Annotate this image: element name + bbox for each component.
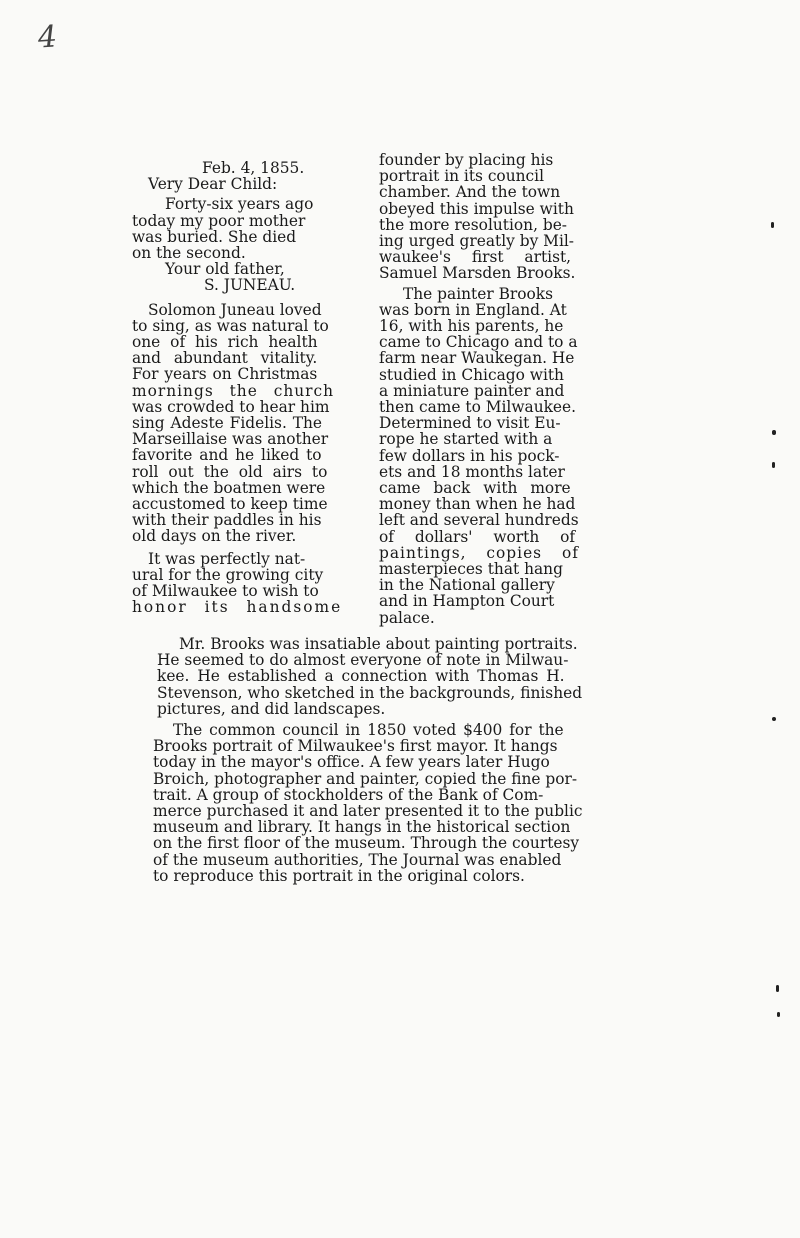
scan-speck xyxy=(772,430,776,435)
text-line: Samuel Marsden Brooks. xyxy=(379,264,576,283)
text-line: to sing, as was natural to xyxy=(132,316,329,335)
text-line: studied in Chicago with xyxy=(379,365,564,384)
letter-line: was buried. She died xyxy=(132,227,297,246)
text-line: the more resolution, be- xyxy=(379,215,568,234)
text-line: in the National gallery xyxy=(379,576,555,595)
scan-speck xyxy=(771,222,774,228)
text-line: museum and library. It hangs in the historical section xyxy=(153,818,571,837)
text-line: today in the mayor's office. A few years later Hugo xyxy=(153,753,550,772)
text-line: accustomed to keep time xyxy=(132,495,328,514)
text-line: roll out the old airs to xyxy=(132,462,328,481)
text-line: Marseillaise was another xyxy=(132,430,329,449)
text-line: mornings the church xyxy=(132,381,335,400)
text-line: chamber. And the town xyxy=(379,183,561,202)
text-line: obeyed this impulse with xyxy=(379,199,574,218)
text-line: ing urged greatly by Mil- xyxy=(379,232,574,251)
text-line: was crowded to hear him xyxy=(132,397,330,416)
text-line: paintings, copies of xyxy=(379,543,579,562)
text-line: He seemed to do almost everyone of note in Milwau- xyxy=(157,651,569,670)
text-line: For years on Christmas xyxy=(132,365,318,384)
text-line: a miniature painter and xyxy=(379,381,565,400)
paragraph-juneau-singing xyxy=(132,302,364,545)
text-line: money than when he had xyxy=(379,495,576,514)
text-line: one of his rich health xyxy=(132,333,318,352)
paragraph-portrait-council xyxy=(379,152,611,282)
text-line: few dollars in his pock- xyxy=(379,446,560,465)
paragraph-painter-brooks xyxy=(379,286,611,626)
text-line: on the first floor of the museum. Through the courtesy xyxy=(153,834,580,853)
paragraph-honor-founder xyxy=(132,551,364,616)
text-line: trait. A group of stockholders of the Bank of Com- xyxy=(153,785,544,804)
text-line: and in Hampton Court xyxy=(379,592,555,611)
left-column xyxy=(132,160,364,615)
text-line: merce purchased it and later presented it to the public xyxy=(153,802,583,821)
letter-salutation: Very Dear Child: xyxy=(148,175,278,194)
text-line: of the museum authorities, The Journal was enabled xyxy=(153,850,562,869)
text-line: pictures, and did landscapes. xyxy=(157,699,386,718)
text-line: founder by placing his xyxy=(379,151,554,169)
letter-line: Forty-six years ago xyxy=(165,195,314,214)
text-line: of Milwaukee to wish to xyxy=(132,582,319,601)
text-line: which the boatmen were xyxy=(132,478,326,497)
scan-speck xyxy=(776,985,779,992)
text-line: rope he started with a xyxy=(379,430,553,449)
scan-speck xyxy=(777,1012,780,1017)
text-line: and abundant vitality. xyxy=(132,349,318,368)
text-line: then came to Milwaukee. xyxy=(379,398,577,417)
text-line: Broich, photographer and painter, copied the fine por- xyxy=(153,769,578,788)
text-line: ets and 18 months later xyxy=(379,462,565,481)
text-line: Stevenson, who sketched in the backgrounds, finished xyxy=(157,683,583,702)
letter-line: on the second. xyxy=(132,244,246,263)
text-line: The painter Brooks xyxy=(403,284,554,303)
text-line: Brooks portrait of Milwaukee's first mayor. It hangs xyxy=(153,737,558,756)
text-line: old days on the river. xyxy=(132,527,297,546)
text-line: of dollars' worth of xyxy=(379,527,576,546)
text-line: was born in England. At xyxy=(379,300,567,319)
letter-closing: Your old father, xyxy=(165,260,285,279)
text-line: with their paddles in his xyxy=(132,511,322,530)
text-line: Determined to visit Eu- xyxy=(379,414,561,433)
text-line: The common council in 1850 voted $400 for the xyxy=(173,721,564,740)
right-column xyxy=(379,152,611,626)
text-line: came to Chicago and to a xyxy=(379,333,578,352)
text-line: farm near Waukegan. He xyxy=(379,349,575,368)
letter-line: today my poor mother xyxy=(132,211,306,230)
text-line: came back with more xyxy=(379,479,571,498)
text-line: sing Adeste Fidelis. The xyxy=(132,414,323,433)
scan-speck xyxy=(772,462,775,468)
text-line: kee. He established a connection with Thomas H. xyxy=(157,667,565,686)
scan-speck xyxy=(772,717,776,721)
text-line: Solomon Juneau loved xyxy=(148,300,322,319)
text-line: honor its handsome xyxy=(132,598,343,617)
letter xyxy=(132,160,364,294)
text-line: palace. xyxy=(379,608,435,627)
letter-date: Feb. 4, 1855. xyxy=(202,159,305,177)
page-number: 4 xyxy=(36,19,59,56)
text-line: ural for the growing city xyxy=(132,565,324,584)
bottom-text-block xyxy=(153,636,613,884)
text-line: 16, with his parents, he xyxy=(379,317,564,336)
paragraph-council-vote xyxy=(153,722,613,884)
text-line: waukee's first artist, xyxy=(379,248,572,267)
letter-signature: S. JUNEAU. xyxy=(204,276,296,295)
text-line: left and several hundreds xyxy=(379,511,579,530)
text-line: It was perfectly nat- xyxy=(148,549,306,568)
text-line: Mr. Brooks was insatiable about painting portraits. xyxy=(179,635,578,653)
text-line: masterpieces that hang xyxy=(379,560,563,579)
text-line: portrait in its council xyxy=(379,167,544,186)
text-line: to reproduce this portrait in the original colors. xyxy=(153,866,525,885)
paragraph-brooks-portraits xyxy=(153,636,613,717)
text-line: favorite and he liked to xyxy=(132,446,322,465)
